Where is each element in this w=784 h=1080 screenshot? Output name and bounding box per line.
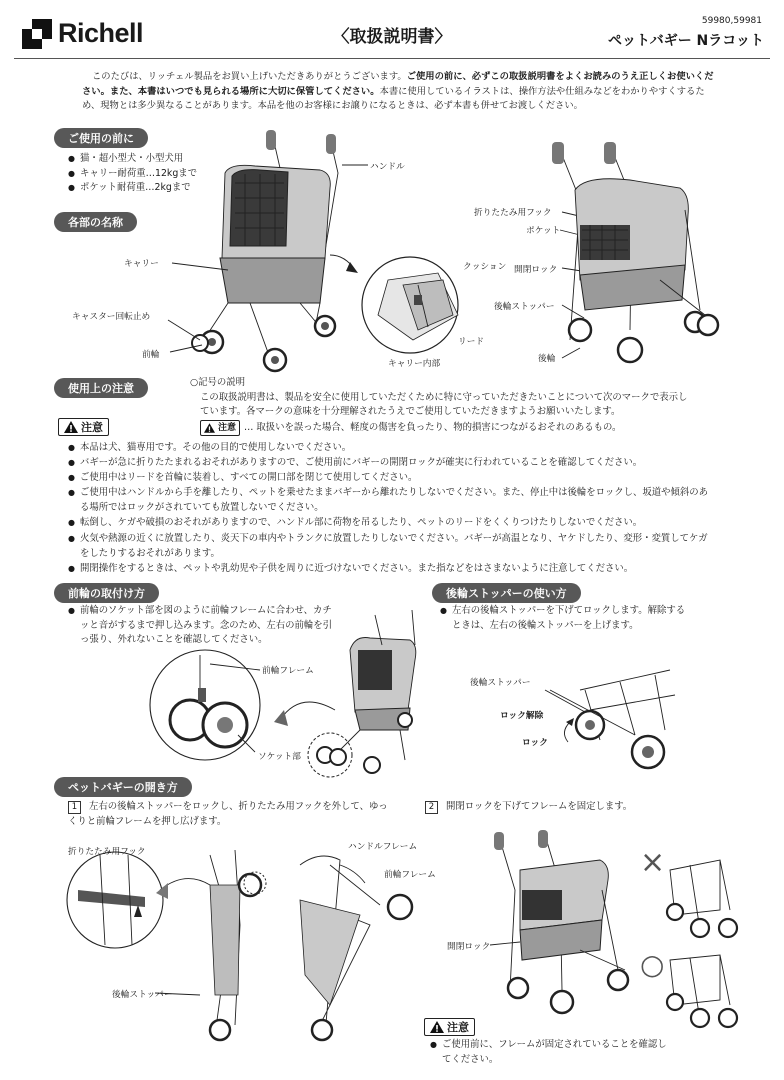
label-carrier: キャリー xyxy=(124,259,159,269)
label-open-lock: 開閉ロック xyxy=(514,265,558,275)
warn-desc: … 取扱いを誤った場合、軽度の傷害を負ったり、物的損害につながるおそれのあるもの。 xyxy=(244,421,622,433)
list-item: ● 左右の後輪ストッパーを下げてロックします。解除するときは、左右の後輪ストッパーを上げます。 xyxy=(440,604,690,633)
step2-caution-list xyxy=(430,1038,670,1067)
caution-list xyxy=(68,440,708,576)
legend-title: ○記号の説明 xyxy=(190,377,246,388)
step2-caution-badge xyxy=(424,1018,475,1036)
list-item: ● 転倒し、ケガや破損のおそれがありますので、ハンドル部に荷物を吊るしたり、ペットのリードをくくりつけたりしないでください。 xyxy=(68,515,708,530)
section-before-use: ご使用の前に xyxy=(54,128,148,148)
label-rear-stopper-3: 後輪ストッパー xyxy=(112,990,173,1000)
label-socket: ソケット部 xyxy=(258,752,301,762)
intro-important: ご使用の前に、必ずこの取扱説明書をよくお読みのうえ正しくお使いください。また、本書はいつでも見られる場所に大切に保管してください。 xyxy=(82,71,714,97)
list-item: ● 前輪のソケット部を図のように前輪フレームに合わせ、カチッと音がするまで押し込みます。念のため、左右の前輪を引っ張り、外れないことを確認してください。 xyxy=(68,604,338,648)
list-item: ● 火気や熱源の近くに放置したり、炎天下の車内やトランクに放置したりしないでください。バギーが高温となり、ヤケドしたり、変形・変質してケガをしたりするおそれがあります。 xyxy=(68,531,708,561)
label-rear-stopper: 後輪ストッパー xyxy=(494,302,555,312)
intro-text: このたびは、リッチェル製品をお買い上げいただきありがとうございます。 xyxy=(92,71,407,82)
opening-steps-illustration xyxy=(60,845,430,1055)
rear-stopper-instructions xyxy=(440,604,690,633)
list-item: ● ご使用前に、フレームが固定されていることを確認してください。 xyxy=(430,1038,670,1067)
warn-mark-label: 注意 xyxy=(218,422,237,433)
warning-triangle-icon xyxy=(430,1021,444,1033)
warn-mark xyxy=(200,420,240,437)
step-1-text: 左右の後輪ストッパーをロックし、折りたたみ用フックを外して、ゆっくりと前輪フレームを押し広げます。 xyxy=(68,801,388,827)
stroller-back-illustration xyxy=(540,140,740,370)
section-opening: ペットバギーの開き方 xyxy=(54,777,192,797)
ng-example-illustration xyxy=(660,850,740,950)
step-2 xyxy=(425,800,725,815)
label-rear-stopper-2: 後輪ストッパー xyxy=(470,678,531,688)
legend-warn-row xyxy=(190,420,690,437)
legend-text: この取扱説明書は、製品を安全に使用していただくために特に守っていただきたいことについて次のマークで表示しています。各マークの意味を十分理解されたうえでご使用していただきますようお願いいたします。 xyxy=(200,391,688,418)
list-item: ● 猫・超小型犬・小型犬用 xyxy=(68,152,248,167)
carrier-inside-illustration xyxy=(358,255,468,355)
label-pocket: ポケット xyxy=(526,226,561,236)
ng-mark: × xyxy=(640,845,666,880)
label-fold-hook-2: 折りたたみ用フック xyxy=(68,847,146,857)
product-name: ペットバギー Nラコット xyxy=(607,33,764,49)
list-item: ● ご使用中はリードを首輪に装着し、すべての開口部を閉じて使用してください。 xyxy=(68,470,708,485)
label-cushion: クッション xyxy=(463,262,507,272)
list-item: ● バギーが急に折りたたまれるおそれがありますので、ご使用前にバギーの開閉ロックが確実に行われていることを確認してください。 xyxy=(68,455,708,470)
label-fold-hook: 折りたたみ用フック xyxy=(474,208,552,218)
section-front-wheel: 前輪の取付け方 xyxy=(54,583,159,603)
rear-stopper-illustration xyxy=(560,670,680,780)
ok-mark: ○ xyxy=(640,948,665,981)
label-open-lock-2: 開閉ロック xyxy=(447,942,491,952)
step-2-number: 2 xyxy=(425,801,438,814)
label-front-frame: 前輪フレーム xyxy=(262,666,314,676)
label-handle: ハンドル xyxy=(370,162,405,172)
label-lock: ロック xyxy=(522,738,548,748)
warning-triangle-icon xyxy=(64,421,78,433)
label-lock-release: ロック解除 xyxy=(500,711,544,721)
list-item: ● キャリー耐荷重…12kgまで xyxy=(68,167,248,182)
caution-badge xyxy=(58,418,109,436)
intro-note: 本書に使用しているイラストは、操作方法や仕組みなどをわかりやすくするため、現物とは多少異なることがあります。本品を他のお客様にお譲りになるときは、必ず本書も併せてお渡しください。 xyxy=(82,85,705,112)
front-wheel-instructions xyxy=(68,604,338,648)
step-2-text: 開閉ロックを下げてフレームを固定します。 xyxy=(446,801,633,812)
section-cautions: 使用上の注意 xyxy=(54,378,148,398)
label-caster-lock: キャスター回転止め xyxy=(72,312,151,322)
brand-name: Richell xyxy=(58,18,144,48)
step2-caution-label: 注意 xyxy=(447,1021,469,1034)
list-item: ● 開閉操作をするときは、ペットや乳幼児や子供を周りに近づけないでください。また指などをはさまないように注意してください。 xyxy=(68,561,708,576)
label-carrier-inside: キャリー内部 xyxy=(388,359,441,369)
label-front-wheel: 前輪 xyxy=(142,350,160,360)
list-item: ● ご使用中はハンドルから手を離したり、ペットを乗せたままバギーから離れたりしないでください。また、停止中は後輪をロックし、坂道や傾斜のある場所ではロックがされていても放置しないでください。 xyxy=(68,485,708,515)
warning-triangle-icon xyxy=(204,423,215,433)
document-title: 〈取扱説明書〉 xyxy=(332,27,452,47)
label-rear-wheel: 後輪 xyxy=(538,354,556,364)
label-front-frame-2: 前輪フレーム xyxy=(384,870,436,880)
section-rear-stopper: 後輪ストッパーの使い方 xyxy=(432,583,581,603)
list-item: ● 本品は犬、猫専用です。その他の目的で使用しないでください。 xyxy=(68,440,708,455)
ok-example-illustration xyxy=(660,950,740,1040)
step2-stroller-illustration xyxy=(490,830,640,1020)
caution-badge-label: 注意 xyxy=(81,421,103,434)
list-item: ● ポケット耐荷重…2kgまで xyxy=(68,181,248,196)
symbol-legend xyxy=(190,376,690,436)
section-parts: 各部の名称 xyxy=(54,212,137,232)
step-1-number: 1 xyxy=(68,801,81,814)
step-1 xyxy=(68,800,388,829)
label-lead: リード xyxy=(458,337,485,347)
product-codes: 59980,59981 xyxy=(701,16,762,26)
label-handle-frame: ハンドルフレーム xyxy=(348,842,418,852)
